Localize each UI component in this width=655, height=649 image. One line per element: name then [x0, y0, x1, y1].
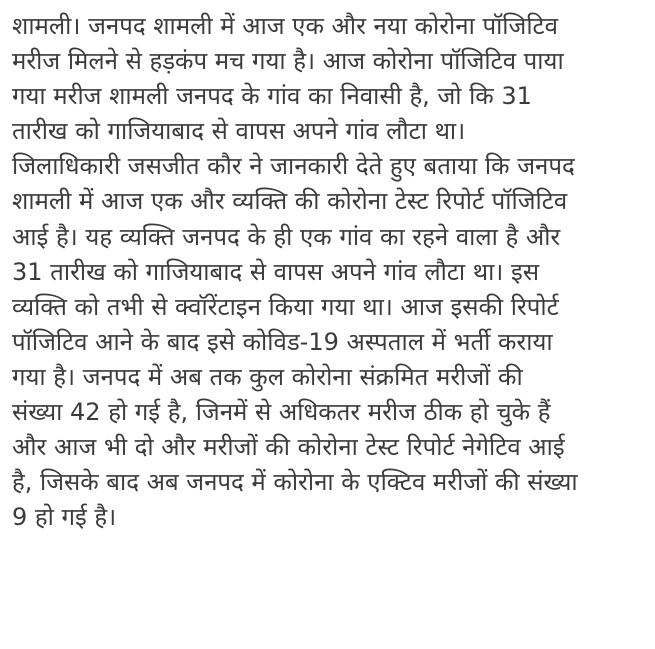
article-line-10: पॉजिटिव आने के बाद इसे कोविड-19 अस्पताल में भर्ती कराया: [12, 327, 553, 356]
article-line-1: शामली। जनपद शामली में आज एक और नया कोरोना पॉजिटिव: [12, 12, 558, 40]
article-line-15: 9 हो गई है।: [12, 503, 117, 532]
article-line-6: शामली में आज एक और व्यक्ति की कोरोना टेस्ट रिपोर्ट पॉजिटिव: [12, 187, 568, 216]
article-line-12: संख्या 42 हो गई है, जिनमें से अधिकतर मरीज ठीक हो चुके हैं: [12, 398, 551, 427]
article-body-text: [12, 9, 652, 535]
article-line-11: गया है। जनपद में अब तक कुल कोरोना संक्रमित मरीजों की: [12, 362, 523, 391]
article-line-5: जिलाधिकारी जसजीत कौर ने जानकारी देते हुए बताया कि जनपद: [12, 152, 575, 181]
article-line-13: और आज भी दो और मरीजों की कोरोना टेस्ट रिपोर्ट नेगेटिव आई: [12, 433, 565, 462]
article-line-9: व्यक्ति को तभी से क्वॉरेंटाइन किया गया था। आज इसकी रिपोर्ट: [12, 292, 559, 321]
article-line-14: है, जिसके बाद अब जनपद में कोरोना के एक्टिव मरीजों की संख्या: [12, 468, 578, 497]
article-line-2: मरीज मिलने से हड़कंप मच गया है। आज कोरोना पॉजिटिव पाया: [12, 47, 564, 76]
article-line-3: गया मरीज शामली जनपद के गांव का निवासी है, जो कि 31: [12, 82, 532, 111]
article-line-8: 31 तारीख को गाजियाबाद से वापस अपने गांव लौटा था। इस: [12, 257, 540, 286]
article-line-7: आई है। यह व्यक्ति जनपद के ही एक गांव का रहने वाला है और: [12, 222, 561, 251]
article-line-4: तारीख को गाजियाबाद से वापस अपने गांव लौटा था।: [12, 117, 466, 146]
